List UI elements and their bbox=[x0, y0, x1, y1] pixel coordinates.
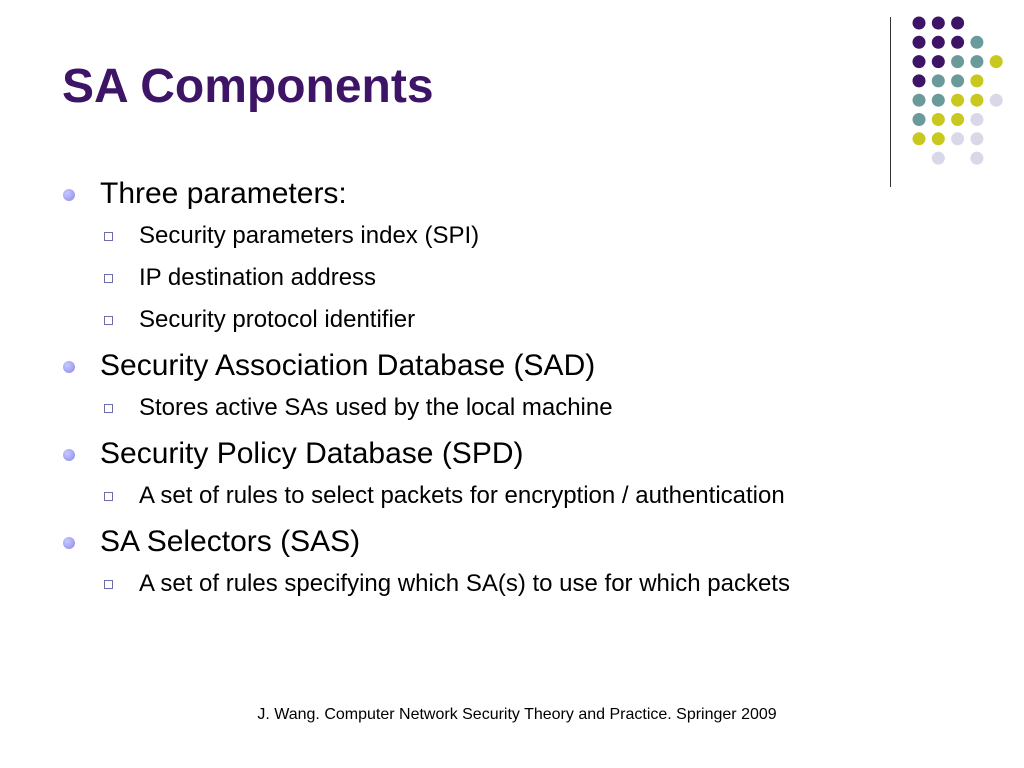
bullet-text: Security Policy Database (SPD) bbox=[100, 437, 524, 470]
sub-bullet-text: IP destination address bbox=[139, 264, 377, 291]
bullet-dot-icon bbox=[63, 537, 75, 549]
decorative-dot bbox=[932, 132, 945, 145]
bullet-item bbox=[62, 522, 962, 562]
decorative-dot bbox=[990, 94, 1003, 107]
square-bullet-icon bbox=[104, 492, 113, 501]
sub-bullet-text: Security protocol identifier bbox=[139, 306, 416, 333]
sub-bullet-text: A set of rules to select packets for encryption / authentication bbox=[139, 482, 785, 509]
decorative-dot bbox=[913, 55, 926, 68]
bullet-item bbox=[62, 434, 962, 474]
decorative-dot bbox=[951, 17, 964, 30]
decorative-dot-grid bbox=[0, 0, 1024, 200]
decorative-dot bbox=[932, 152, 945, 165]
decorative-dot bbox=[951, 94, 964, 107]
decorative-dot bbox=[932, 17, 945, 30]
decorative-dot bbox=[913, 132, 926, 145]
decorative-dot bbox=[990, 55, 1003, 68]
sub-bullet-item bbox=[62, 480, 962, 512]
sub-bullet-item bbox=[62, 304, 962, 336]
decorative-dot bbox=[932, 36, 945, 49]
bullet-text: SA Selectors (SAS) bbox=[100, 525, 361, 558]
slide-title: SA Components bbox=[62, 60, 434, 113]
decorative-dot bbox=[913, 113, 926, 126]
bullet-dot-icon bbox=[63, 449, 75, 461]
decorative-dot bbox=[932, 74, 945, 87]
footer-citation: J. Wang. Computer Network Security Theory and Practice. Springer 2009 bbox=[257, 706, 777, 723]
sub-bullet-list bbox=[62, 480, 962, 512]
decorative-dot bbox=[951, 74, 964, 87]
decorative-dot bbox=[951, 132, 964, 145]
decorative-dot bbox=[970, 152, 983, 165]
bullet-text: Security Association Database (SAD) bbox=[100, 349, 596, 382]
decorative-dot bbox=[913, 17, 926, 30]
vertical-divider bbox=[890, 17, 891, 187]
bullet-item bbox=[62, 346, 962, 386]
sub-bullet-item bbox=[62, 392, 962, 424]
sub-bullet-item bbox=[62, 220, 962, 252]
sub-bullet-list bbox=[62, 220, 962, 336]
bullet-text: Three parameters: bbox=[100, 177, 347, 210]
decorative-dot bbox=[970, 74, 983, 87]
bullet-item bbox=[62, 174, 962, 214]
decorative-dot bbox=[970, 132, 983, 145]
square-bullet-icon bbox=[104, 316, 113, 325]
square-bullet-icon bbox=[104, 580, 113, 589]
decorative-dot bbox=[951, 113, 964, 126]
decorative-dot bbox=[970, 113, 983, 126]
decorative-dot bbox=[932, 55, 945, 68]
square-bullet-icon bbox=[104, 232, 113, 241]
decorative-dot bbox=[913, 74, 926, 87]
sub-bullet-item bbox=[62, 262, 962, 294]
sub-bullet-text: A set of rules specifying which SA(s) to use for which packets bbox=[139, 570, 790, 597]
decorative-dot bbox=[951, 36, 964, 49]
decorative-dot bbox=[932, 94, 945, 107]
sub-bullet-item bbox=[62, 568, 962, 600]
decorative-dot bbox=[932, 113, 945, 126]
sub-bullet-list bbox=[62, 392, 962, 424]
square-bullet-icon bbox=[104, 404, 113, 413]
sub-bullet-text: Stores active SAs used by the local machine bbox=[139, 394, 613, 421]
bullet-list bbox=[62, 174, 962, 610]
sub-bullet-text: Security parameters index (SPI) bbox=[139, 222, 480, 249]
decorative-dot bbox=[970, 94, 983, 107]
decorative-dot bbox=[970, 55, 983, 68]
decorative-dot bbox=[913, 94, 926, 107]
decorative-dot bbox=[951, 55, 964, 68]
square-bullet-icon bbox=[104, 274, 113, 283]
sub-bullet-list bbox=[62, 568, 962, 600]
decorative-dot bbox=[913, 36, 926, 49]
bullet-dot-icon bbox=[63, 189, 75, 201]
bullet-dot-icon bbox=[63, 361, 75, 373]
decorative-dot bbox=[970, 36, 983, 49]
